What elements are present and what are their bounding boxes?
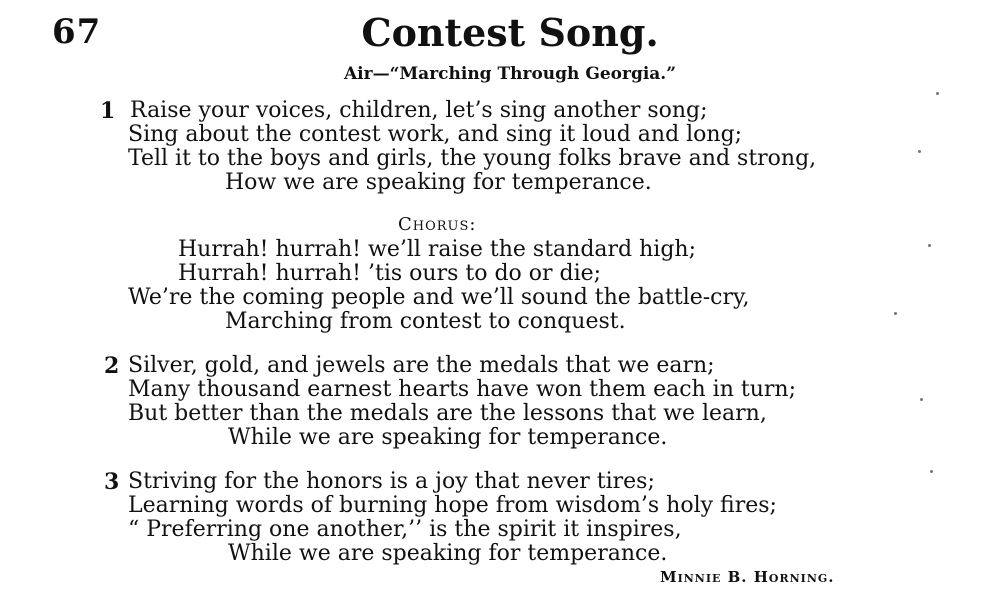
scan-speck — [918, 150, 921, 153]
verse-line: Raise your voices, children, let’s sing another song; — [130, 98, 708, 123]
verse-line: How we are speaking for temperance. — [225, 170, 652, 195]
verse-number: 2 — [104, 353, 120, 379]
author-credit: Minnie B. Horning. — [660, 568, 835, 586]
hymn-number: 67 — [52, 12, 102, 52]
verse-line: But better than the medals are the lessons that we learn, — [128, 401, 767, 426]
verse-line: Striving for the honors is a joy that never tires; — [128, 469, 655, 494]
verse-line: Learning words of burning hope from wisdom’s holy fires; — [128, 493, 777, 518]
verse-line: Silver, gold, and jewels are the medals that we earn; — [128, 353, 715, 378]
chorus-line: Hurrah! hurrah! we’ll raise the standard high; — [178, 237, 696, 262]
scan-speck — [930, 470, 933, 473]
tune-line: Air—“Marching Through Georgia.” — [343, 64, 677, 84]
verse-line: While we are speaking for temperance. — [228, 425, 668, 450]
scan-speck — [920, 398, 923, 401]
verse-number: 3 — [104, 469, 120, 495]
chorus-label: Chorus: — [398, 214, 477, 235]
scan-speck — [928, 244, 931, 247]
verse-line: While we are speaking for temperance. — [228, 541, 668, 566]
verse-line: “ Preferring one another,’’ is the spirit it inspires, — [128, 517, 682, 542]
chorus-line: Hurrah! hurrah! ’tis ours to do or die; — [178, 261, 602, 286]
verse-number: 1 — [100, 98, 116, 124]
verse-line: Sing about the contest work, and sing it loud and long; — [128, 122, 743, 147]
verse-line: Many thousand earnest hearts have won them each in turn; — [128, 377, 796, 402]
chorus-line: We’re the coming people and we’ll sound the battle-cry, — [128, 285, 750, 310]
verse-line: Tell it to the boys and girls, the young folks brave and strong, — [128, 146, 817, 171]
scan-speck — [894, 312, 897, 315]
scan-speck — [936, 92, 939, 95]
chorus-line: Marching from contest to conquest. — [225, 309, 626, 334]
hymn-title: Contest Song. — [361, 10, 659, 55]
